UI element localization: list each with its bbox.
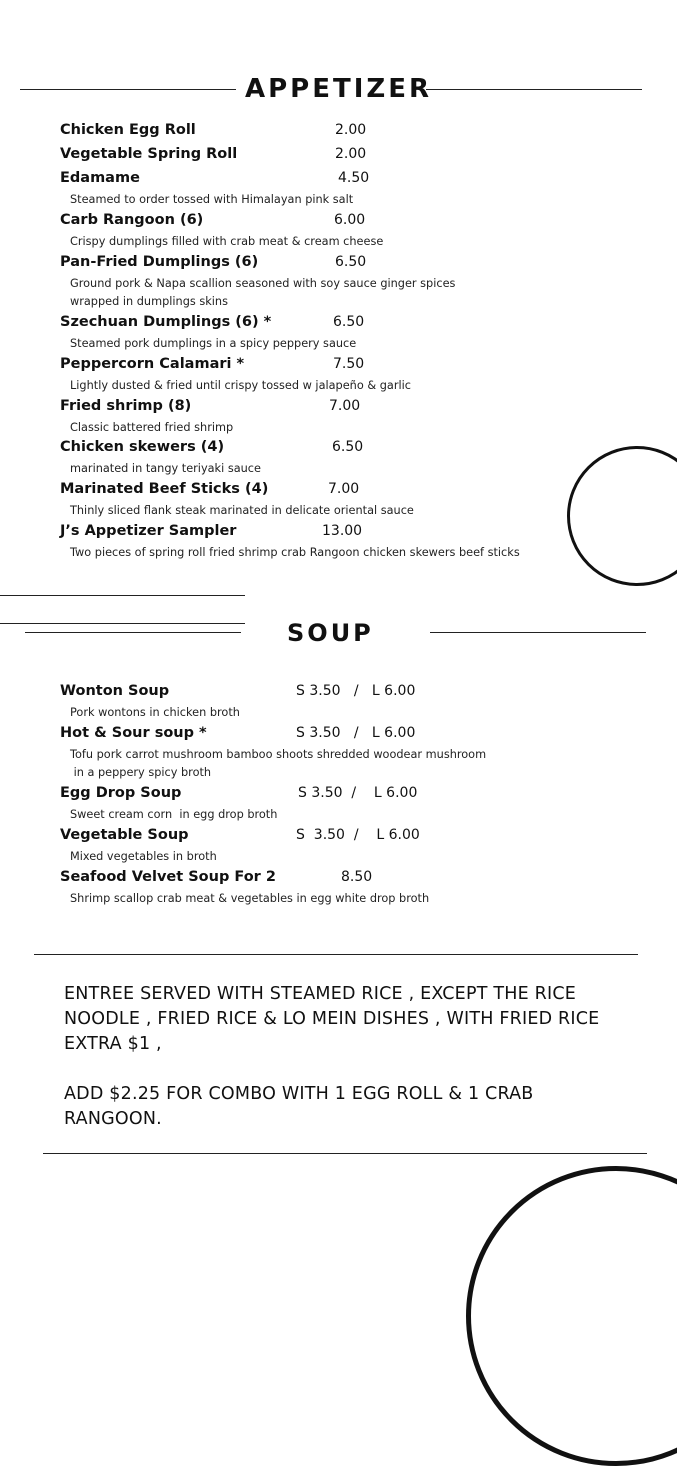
item-description: Steamed pork dumplings in a spicy peppery sauce	[70, 337, 357, 350]
soup-divider-right	[430, 632, 646, 633]
item-description: Two pieces of spring roll fried shrimp crab Rangoon chicken skewers beef sticks	[70, 546, 520, 559]
item-description: Sweet cream corn in egg drop broth	[70, 808, 278, 821]
item-price: 6.50	[335, 254, 367, 270]
item-description: Tofu pork carrot mushroom bamboo shoots shredded woodear mushroom	[70, 748, 487, 761]
section-divider	[0, 595, 245, 596]
soup-heading: SOUP	[287, 619, 374, 647]
item-name: Vegetable Soup	[60, 827, 189, 843]
item-name: Edamame	[60, 170, 140, 186]
item-description: Pork wontons in chicken broth	[70, 706, 240, 719]
appetizer-divider-right	[426, 89, 642, 90]
item-name: Marinated Beef Sticks (4)	[60, 481, 269, 497]
decorative-circle-small	[567, 446, 677, 586]
menu-item	[60, 869, 620, 889]
item-price: 6.00	[334, 212, 366, 228]
item-description: Ground pork & Napa scallion seasoned with soy sauce ginger spices	[70, 277, 456, 290]
item-name: Wonton Soup	[60, 683, 170, 699]
item-name: Chicken skewers (4)	[60, 439, 225, 455]
menu-item	[60, 146, 620, 166]
menu-item	[60, 356, 620, 376]
item-name: Szechuan Dumplings (6) *	[60, 314, 272, 330]
menu-item	[60, 439, 620, 459]
item-price: 2.00	[335, 122, 367, 138]
item-price: S 3.50 / L 6.00	[296, 827, 420, 843]
item-description: Crispy dumplings filled with crab meat & cream cheese	[70, 235, 384, 248]
item-name: Fried shrimp (8)	[60, 398, 192, 414]
soup-divider-left-inner	[25, 632, 241, 633]
menu-item	[60, 683, 620, 703]
menu-item	[60, 725, 620, 745]
item-price: S 3.50 / L 6.00	[298, 785, 418, 801]
item-description: Mixed vegetables in broth	[70, 850, 217, 863]
menu-item	[60, 481, 620, 501]
menu-item	[60, 314, 620, 334]
item-description: marinated in tangy teriyaki sauce	[70, 462, 261, 475]
menu-item	[60, 122, 620, 142]
item-name: Peppercorn Calamari *	[60, 356, 245, 372]
item-price: 8.50	[341, 869, 373, 885]
item-price: 7.50	[333, 356, 365, 372]
appetizer-heading: APPETIZER	[245, 74, 433, 104]
item-price: 6.50	[332, 439, 364, 455]
menu-item	[60, 523, 620, 543]
item-price: 7.00	[329, 398, 361, 414]
item-name: Seafood Velvet Soup For 2	[60, 869, 276, 885]
item-price: 13.00	[322, 523, 363, 539]
item-name: Egg Drop Soup	[60, 785, 182, 801]
entree-rice-notice: ENTREE SERVED WITH STEAMED RICE , EXCEPT THE RICE NOODLE , FRIED RICE & LO MEIN DISHES , WITH FRIED RICE EXTRA $1 ,	[64, 984, 600, 1054]
item-price: 6.50	[333, 314, 365, 330]
item-description: Classic battered fried shrimp	[70, 421, 234, 434]
appetizer-divider-left	[20, 89, 236, 90]
menu-item	[60, 398, 620, 418]
item-name: J’s Appetizer Sampler	[60, 523, 237, 539]
item-price: S 3.50 / L 6.00	[296, 725, 416, 741]
item-description: Lightly dusted & fried until crispy tossed w jalapeño & garlic	[70, 379, 411, 392]
item-name: Vegetable Spring Roll	[60, 146, 238, 162]
menu-item	[60, 785, 620, 805]
item-price: 4.50	[338, 170, 370, 186]
notice-divider-top	[34, 954, 638, 955]
notice-divider-bottom	[43, 1153, 647, 1154]
menu-item	[60, 212, 620, 232]
item-price: 2.00	[335, 146, 367, 162]
item-description-continued: in a peppery spicy broth	[70, 766, 212, 779]
item-description: Shrimp scallop crab meat & vegetables in egg white drop broth	[70, 892, 430, 905]
item-name: Carb Rangoon (6)	[60, 212, 204, 228]
menu-item	[60, 254, 620, 274]
item-price: 7.00	[328, 481, 360, 497]
menu-item	[60, 827, 620, 847]
item-name: Hot & Sour soup *	[60, 725, 207, 741]
decorative-circle-large	[466, 1166, 677, 1466]
combo-notice: ADD $2.25 FOR COMBO WITH 1 EGG ROLL & 1 CRAB RANGOON.	[64, 1084, 534, 1129]
item-description-continued: wrapped in dumplings skins	[70, 295, 228, 308]
soup-divider-left-outer	[0, 623, 245, 624]
item-name: Pan-Fried Dumplings (6)	[60, 254, 259, 270]
menu-item	[60, 170, 620, 190]
item-description: Thinly sliced flank steak marinated in delicate oriental sauce	[70, 504, 414, 517]
item-name: Chicken Egg Roll	[60, 122, 196, 138]
item-description: Steamed to order tossed with Himalayan pink salt	[70, 193, 354, 206]
item-price: S 3.50 / L 6.00	[296, 683, 416, 699]
